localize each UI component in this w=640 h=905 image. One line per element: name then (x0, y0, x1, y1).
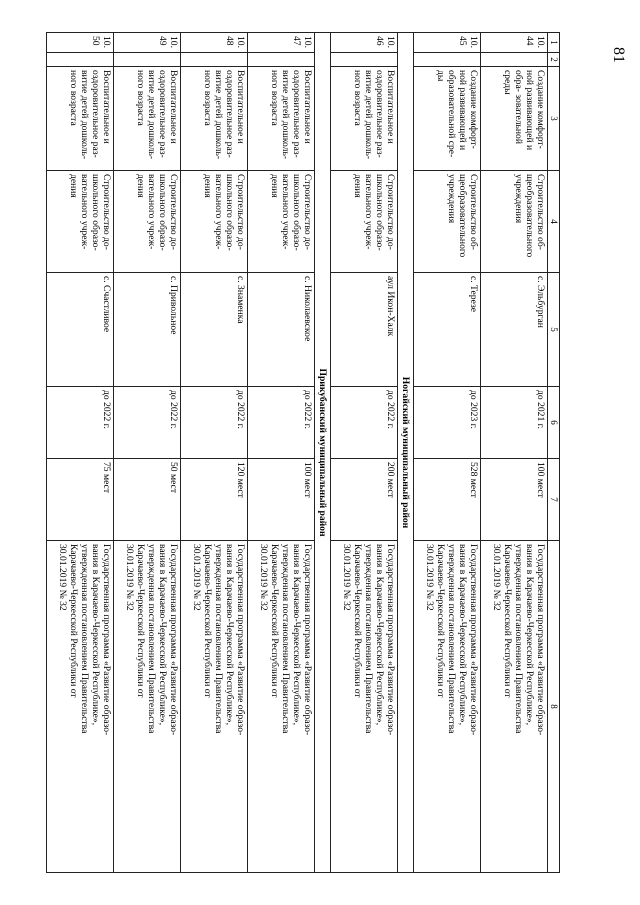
cell-goal: Создание комфорт- ной развивающей и обра- зовательной среды (481, 67, 548, 171)
cell-number: 10. 44 (481, 33, 548, 53)
cell-number: 10. 46 (331, 33, 398, 53)
cell-deadline: до 2022 г. (331, 387, 398, 459)
cell-deadline: до 2021 г. (481, 387, 548, 459)
cell-number: 10. 45 (414, 33, 481, 53)
cell-goal: Воспитательное и оздоровительное раз- витие детей дошколь- ного возраста (331, 67, 398, 171)
table-row (47, 33, 114, 873)
cell-program: Государственная программа «Развитие образо- вания в Карачаево-Черкесской Республике», утвержденная постановлением Правительства Карачаево-Черкесской Республики от 30.01.2019 № 32 (181, 541, 248, 873)
cell-settlement: с. Терезе (414, 273, 481, 387)
cell-goal: Воспитательное и оздоровительное раз- витие детей дошколь- ного возраста (47, 67, 114, 171)
cell-settlement: с. Знаменка (181, 273, 248, 387)
cell-capacity: 100 мест (481, 459, 548, 541)
cell-action: Строительство об- щеобразовательного учреждения (414, 171, 481, 273)
page-number: 81 (610, 47, 627, 63)
column-number: 7 (548, 459, 560, 541)
document-page (57, 32, 560, 872)
column-number: 5 (548, 273, 560, 387)
section-row (398, 33, 414, 873)
cell-action: Строительство до- школьного образо- вательного учреж- дения (331, 171, 398, 273)
cell-action: Строительство об- щеобразовательного учреждения (481, 171, 548, 273)
section-row (315, 33, 331, 873)
cell-number: 10. 49 (114, 33, 181, 53)
cell-deadline: до 2023 г. (414, 387, 481, 459)
cell-settlement: аул Икон-Халк (331, 273, 398, 387)
section-title: Ногайский муниципальный район (398, 33, 414, 873)
table-row (114, 33, 181, 873)
cell-program: Государственная программа «Развитие образо- вания в Карачаево-Черкесской Республике», утвержденная постановлением Правительства Карачаево-Черкесской Республики от 30.01.2019 № 32 (47, 541, 114, 873)
column-number: 1 (548, 33, 560, 53)
column-number: 6 (548, 387, 560, 459)
cell-capacity: 120 мест (181, 459, 248, 541)
cell-capacity: 100 мест (248, 459, 315, 541)
cell-deadline: до 2022 г. (114, 387, 181, 459)
cell-deadline: до 2022 г. (248, 387, 315, 459)
table-row (248, 33, 315, 873)
cell-settlement: с. Привольное (114, 273, 181, 387)
cell-number: 10. 47 (248, 33, 315, 53)
column-number: 4 (548, 171, 560, 273)
cell-settlement: с. Счастливое (47, 273, 114, 387)
cell-deadline: до 2022 г. (47, 387, 114, 459)
cell-goal: Воспитательное и оздоровительное раз- витие детей дошколь- ного возраста (181, 67, 248, 171)
table-row (331, 33, 398, 873)
cell-program: Государственная программа «Развитие образо- вания в Карачаево-Черкесской Республике», утвержденная постановлением Правительства Карачаево-Черкесской Республики от 30.01.2019 № 32 (414, 541, 481, 873)
cell-goal: Воспитательное и оздоровительное раз- витие детей дошколь- ного возраста (114, 67, 181, 171)
cell-number: 10. 50 (47, 33, 114, 53)
cell-goal: Создание комфорт- ной развивающей и образовательной сре- ды (414, 67, 481, 171)
column-number: 8 (548, 541, 560, 873)
cell-program: Государственная программа «Развитие образо- вания в Карачаево-Черкесской Республике», утвержденная постановлением Правительства Карачаево-Черкесской Республики от 30.01.2019 № 32 (481, 541, 548, 873)
cell-settlement: с. Николаевское (248, 273, 315, 387)
cell-col2 (414, 53, 481, 67)
section-title: Прикубанский муниципальный район (315, 33, 331, 873)
cell-col2 (114, 53, 181, 67)
cell-action: Строительство до- школьного образо- вательного учреж- дения (248, 171, 315, 273)
cell-action: Строительство до- школьного образо- вательного учреж- дения (114, 171, 181, 273)
table-row (481, 33, 548, 873)
cell-col2 (47, 53, 114, 67)
cell-goal: Воспитательное и оздоровительное раз- витие детей дошколь- ного возраста (248, 67, 315, 171)
column-number: 2 (548, 53, 560, 67)
table-row (414, 33, 481, 873)
cell-capacity: 200 мест (331, 459, 398, 541)
cell-deadline: до 2022 г. (181, 387, 248, 459)
cell-action: Строительство до- школьного образо- вательного учреж- дения (181, 171, 248, 273)
cell-col2 (248, 53, 315, 67)
table-body (47, 33, 548, 873)
table-row (181, 33, 248, 873)
cell-action: Строительство до- школьного образо- вательного учреж- дения (47, 171, 114, 273)
cell-program: Государственная программа «Развитие образо- вания в Карачаево-Черкесской Республике», утвержденная постановлением Правительства Карачаево-Черкесской Республики от 30.01.2019 № 32 (114, 541, 181, 873)
rotated-table-container (57, 32, 560, 872)
program-table (46, 32, 560, 873)
cell-capacity: 75 мест (47, 459, 114, 541)
column-number: 3 (548, 67, 560, 171)
cell-settlement: с. Эльбурган (481, 273, 548, 387)
cell-number: 10. 48 (181, 33, 248, 53)
cell-capacity: 528 мест (414, 459, 481, 541)
cell-col2 (331, 53, 398, 67)
cell-col2 (181, 53, 248, 67)
cell-program: Государственная программа «Развитие образо- вания в Карачаево-Черкесской Республике», утвержденная постановлением Правительства Карачаево-Черкесской Республики от 30.01.2019 № 32 (331, 541, 398, 873)
cell-col2 (481, 53, 548, 67)
column-number-row (548, 33, 560, 873)
cell-program: Государственная программа «Развитие образо- вания в Карачаево-Черкесской Республике», утвержденная постановлением Правительства Карачаево-Черкесской Республики от 30.01.2019 № 32 (248, 541, 315, 873)
cell-capacity: 50 мест (114, 459, 181, 541)
